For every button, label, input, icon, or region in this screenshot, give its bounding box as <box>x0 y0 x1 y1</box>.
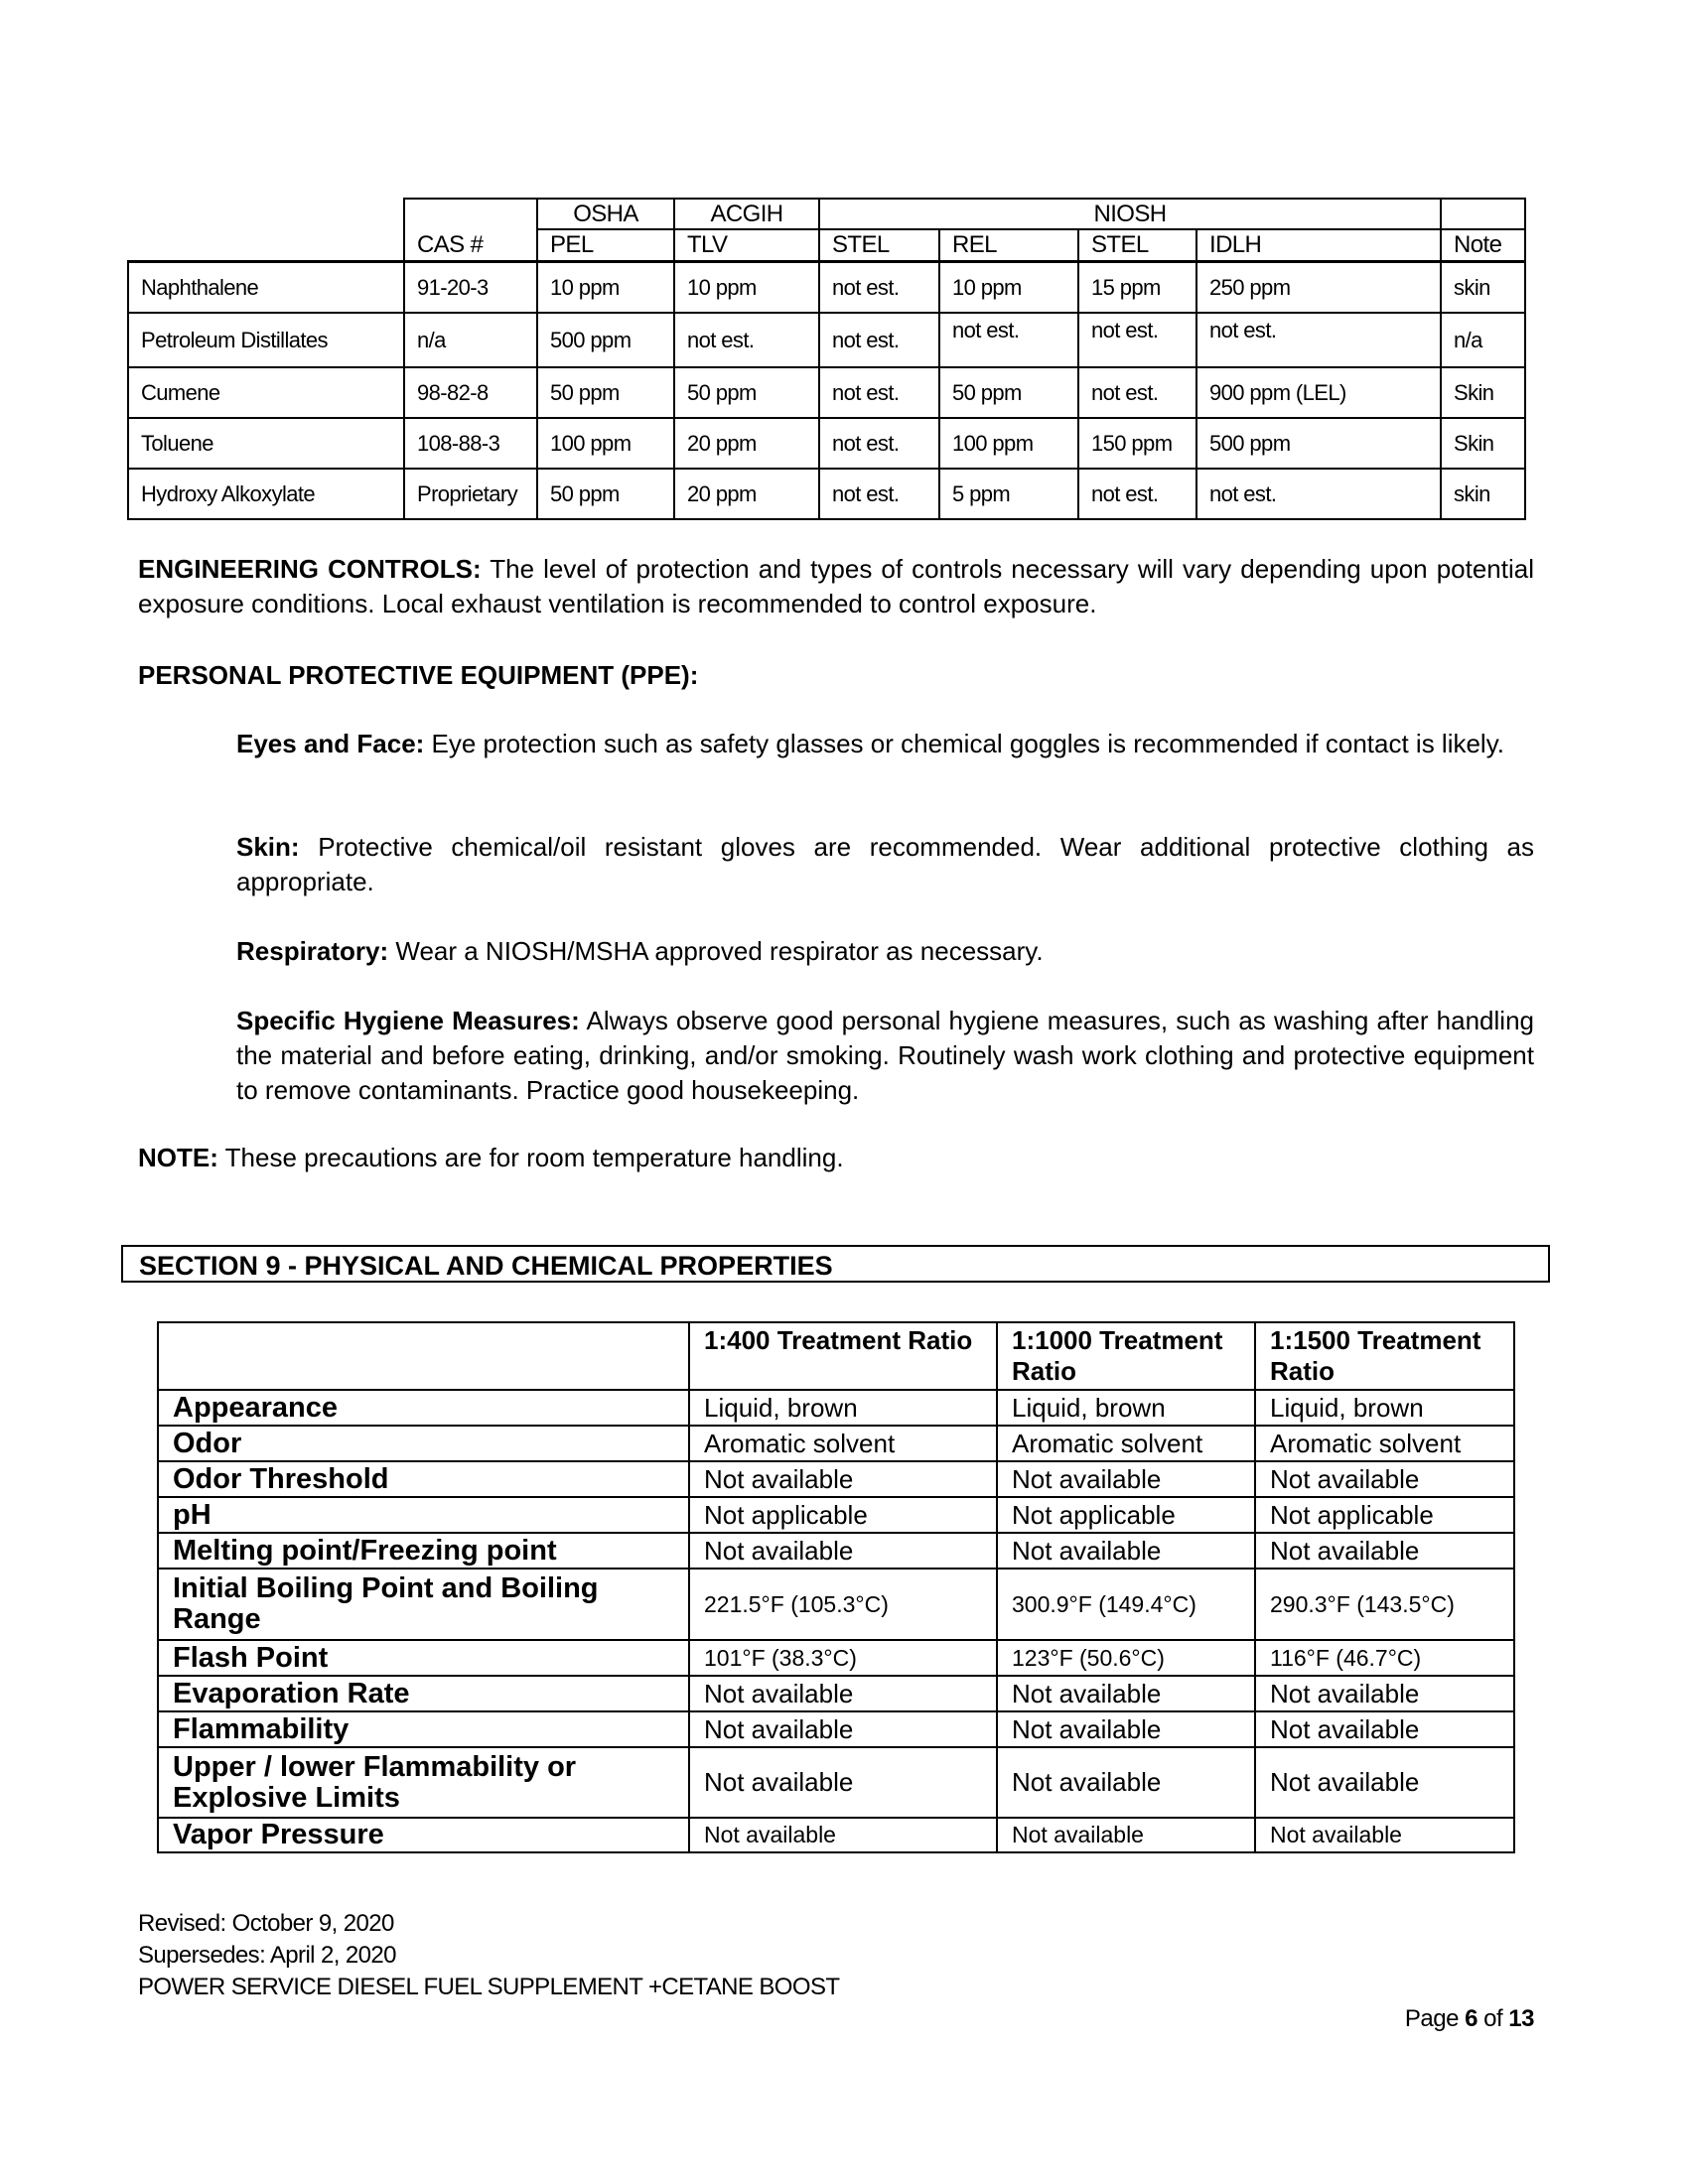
property-value: Not available <box>997 1711 1255 1747</box>
table-cell: not est. <box>939 313 1078 367</box>
table-cell: 91-20-3 <box>404 262 537 314</box>
table-cell: 98-82-8 <box>404 367 537 418</box>
table-cell: 250 ppm <box>1196 262 1441 314</box>
product-name: POWER SERVICE DIESEL FUEL SUPPLEMENT +CETANE BOOST <box>138 1974 840 2000</box>
engineering-controls: ENGINEERING CONTROLS: The level of protection and types of controls necessary will vary depending upon potential exposure conditions. Local exhaust ventilation is recommended to control exposure. <box>138 554 1534 618</box>
note: NOTE: These precautions are for room temperature handling. <box>138 1143 844 1172</box>
property-value: Liquid, brown <box>1255 1390 1514 1426</box>
chemical-name: Petroleum Distillates <box>128 313 404 367</box>
chemical-name: Toluene <box>128 418 404 469</box>
property-value: Not available <box>997 1676 1255 1711</box>
property-label: Vapor Pressure <box>158 1818 689 1852</box>
physical-properties-table <box>157 1321 1515 1853</box>
ppe-hygiene: Specific Hygiene Measures: Always observe good personal hygiene measures, such as washing after handling the material and before eating, drinking, and/or smoking. Routinely wash work clothing and protective equipment to remove contaminants. Practice good housekeeping. <box>236 1006 1534 1105</box>
table-cell: 500 ppm <box>537 313 674 367</box>
table-cell: n/a <box>404 313 537 367</box>
ppe-heading: PERSONAL PROTECTIVE EQUIPMENT (PPE): <box>138 660 699 690</box>
column-header: REL <box>939 229 1078 262</box>
table-cell: 15 ppm <box>1078 262 1196 314</box>
table-cell: 900 ppm (LEL) <box>1196 367 1441 418</box>
table-cell: 5 ppm <box>939 469 1078 519</box>
property-label: Odor <box>158 1426 689 1461</box>
ppe-skin: Skin: Protective chemical/oil resistant gloves are recommended. Wear additional protective clothing as appropriate. <box>236 832 1534 896</box>
table-cell: 20 ppm <box>674 469 819 519</box>
table-cell: 100 ppm <box>939 418 1078 469</box>
table-cell: not est. <box>1078 469 1196 519</box>
table-row <box>158 1390 1514 1426</box>
table-cell: skin <box>1441 262 1525 314</box>
table-row <box>158 1676 1514 1711</box>
group-header: OSHA <box>537 199 674 229</box>
property-value: Not applicable <box>1255 1497 1514 1533</box>
property-label: Evaporation Rate <box>158 1676 689 1711</box>
column-header: STEL <box>819 229 939 262</box>
property-value: Not available <box>1255 1461 1514 1497</box>
property-value: Not available <box>1255 1747 1514 1818</box>
property-value: Liquid, brown <box>689 1390 997 1426</box>
table-row <box>158 1533 1514 1569</box>
property-value: 290.3°F (143.5°C) <box>1255 1569 1514 1640</box>
property-label: Initial Boiling Point and Boiling Range <box>158 1569 689 1640</box>
property-value: Not available <box>997 1461 1255 1497</box>
table-cell: 10 ppm <box>939 262 1078 314</box>
property-value: Not available <box>1255 1818 1514 1852</box>
property-value: Not available <box>689 1461 997 1497</box>
table-row <box>158 1747 1514 1818</box>
table-cell: 10 ppm <box>674 262 819 314</box>
table-row <box>158 1818 1514 1852</box>
group-header: ACGIH <box>674 199 819 229</box>
property-value: Aromatic solvent <box>1255 1426 1514 1461</box>
page-number: Page 6 of 13 <box>1404 2005 1534 2032</box>
table-row <box>158 1569 1514 1640</box>
table-cell: 50 ppm <box>537 469 674 519</box>
property-value: Not applicable <box>689 1497 997 1533</box>
property-value: Not available <box>1255 1676 1514 1711</box>
property-label: Appearance <box>158 1390 689 1426</box>
table-cell: not est. <box>819 262 939 314</box>
table-cell: not est. <box>819 418 939 469</box>
property-value: Not available <box>1255 1533 1514 1569</box>
column-header: IDLH <box>1196 229 1441 262</box>
property-value: Not available <box>997 1747 1255 1818</box>
table-row <box>128 469 1525 519</box>
section-9-heading: SECTION 9 - PHYSICAL AND CHEMICAL PROPERTIES <box>121 1245 1550 1283</box>
table-row <box>158 1461 1514 1497</box>
property-value: Aromatic solvent <box>997 1426 1255 1461</box>
table-row <box>158 1640 1514 1676</box>
table-cell: 20 ppm <box>674 418 819 469</box>
exposure-limits-table <box>127 198 1526 520</box>
property-label: Melting point/Freezing point <box>158 1533 689 1569</box>
column-header: 1:1500 Treatment Ratio <box>1255 1322 1514 1390</box>
property-value: Not applicable <box>997 1497 1255 1533</box>
property-value: Not available <box>689 1747 997 1818</box>
property-value: Aromatic solvent <box>689 1426 997 1461</box>
table-cell: not est. <box>1078 313 1196 367</box>
property-value: Not available <box>689 1676 997 1711</box>
table-cell: not est. <box>1196 469 1441 519</box>
table-row <box>128 313 1525 367</box>
table-cell: 50 ppm <box>537 367 674 418</box>
table-row <box>158 1497 1514 1533</box>
property-value: Liquid, brown <box>997 1390 1255 1426</box>
group-header: NIOSH <box>819 199 1441 229</box>
column-header: CAS # <box>404 229 537 262</box>
property-label: Flammability <box>158 1711 689 1747</box>
table-cell: not est. <box>819 367 939 418</box>
table-cell: 10 ppm <box>537 262 674 314</box>
property-label: Flash Point <box>158 1640 689 1676</box>
column-header: PEL <box>537 229 674 262</box>
table-cell: not est. <box>1196 313 1441 367</box>
table-row <box>158 1426 1514 1461</box>
ppe-eyes-face: Eyes and Face: Eye protection such as safety glasses or chemical goggles is recommended if contact is likely. <box>236 729 1504 758</box>
table-cell: 500 ppm <box>1196 418 1441 469</box>
property-value: 101°F (38.3°C) <box>689 1640 997 1676</box>
column-header: STEL <box>1078 229 1196 262</box>
property-value: 116°F (46.7°C) <box>1255 1640 1514 1676</box>
table-row <box>128 262 1525 314</box>
property-value: 300.9°F (149.4°C) <box>997 1569 1255 1640</box>
table-cell: Skin <box>1441 418 1525 469</box>
table-row <box>128 418 1525 469</box>
table-cell: 100 ppm <box>537 418 674 469</box>
supersedes-date: Supersedes: April 2, 2020 <box>138 1942 396 1969</box>
revised-date: Revised: October 9, 2020 <box>138 1910 394 1937</box>
table-cell: skin <box>1441 469 1525 519</box>
column-header: TLV <box>674 229 819 262</box>
property-value: 123°F (50.6°C) <box>997 1640 1255 1676</box>
property-value: Not available <box>689 1711 997 1747</box>
property-label: Odor Threshold <box>158 1461 689 1497</box>
property-value: Not available <box>689 1818 997 1852</box>
property-value: Not available <box>997 1533 1255 1569</box>
table-cell: 150 ppm <box>1078 418 1196 469</box>
table-cell: n/a <box>1441 313 1525 367</box>
property-value: Not available <box>689 1533 997 1569</box>
column-header: Note <box>1441 229 1525 262</box>
table-cell: 50 ppm <box>674 367 819 418</box>
chemical-name: Hydroxy Alkoxylate <box>128 469 404 519</box>
property-value: 221.5°F (105.3°C) <box>689 1569 997 1640</box>
table-row <box>158 1711 1514 1747</box>
chemical-name: Cumene <box>128 367 404 418</box>
ppe-respiratory: Respiratory: Wear a NIOSH/MSHA approved respirator as necessary. <box>236 936 1044 966</box>
property-value: Not available <box>997 1818 1255 1852</box>
column-header: 1:1000 Treatment Ratio <box>997 1322 1255 1390</box>
table-cell: not est. <box>674 313 819 367</box>
table-cell: 108-88-3 <box>404 418 537 469</box>
table-cell: Skin <box>1441 367 1525 418</box>
column-header: 1:400 Treatment Ratio <box>689 1322 997 1390</box>
chemical-name: Naphthalene <box>128 262 404 314</box>
table-cell: not est. <box>819 313 939 367</box>
property-label: Upper / lower Flammability or Explosive Limits <box>158 1747 689 1818</box>
table-row <box>128 367 1525 418</box>
table-cell: Proprietary <box>404 469 537 519</box>
table-cell: not est. <box>819 469 939 519</box>
table-cell: not est. <box>1078 367 1196 418</box>
table-cell: 50 ppm <box>939 367 1078 418</box>
property-value: Not available <box>1255 1711 1514 1747</box>
property-label: pH <box>158 1497 689 1533</box>
